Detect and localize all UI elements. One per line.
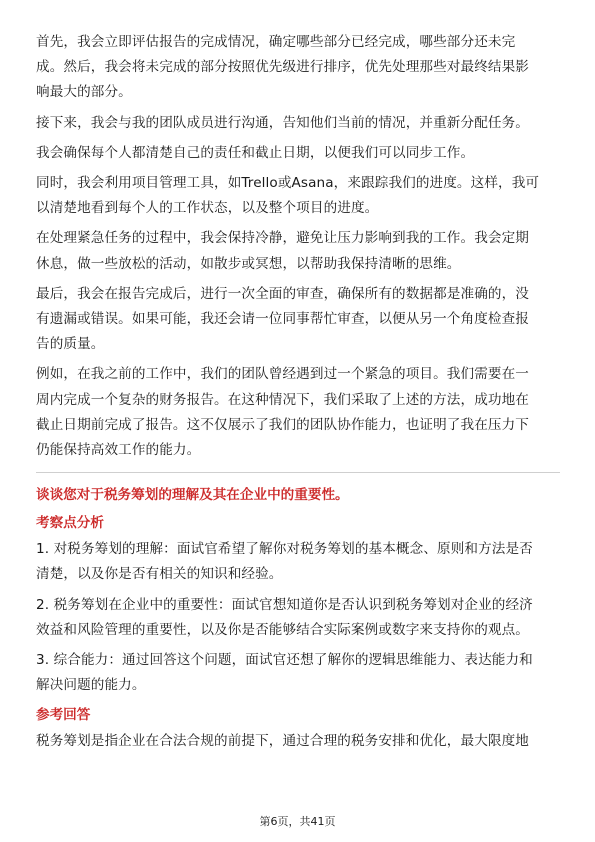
answer-heading: 参考回答 — [36, 707, 91, 724]
paragraph: 例如，在我之前的工作中，我们的团队曾经遇到过一个紧急的项目。我们需要在一 周内完成一个复杂的财务报告。在这种情况下，我们采取了上述的方法，成功地在 截止日期前完成了报告。这不仅展示了我们的团队协作能力，也证明了我在压力下 仍能保持高效工作的能力。 — [36, 366, 529, 459]
page-content — [36, 30, 560, 760]
paragraph: 首先，我会立即评估报告的完成情况，确定哪些部分已经完成，哪些部分还未完 成。然后，我会将未完成的部分按照优先级进行排序，优先处理那些对最终结果影 响最大的部分。 — [36, 34, 529, 101]
analysis-item: 1. 对税务筹划的理解：面试官希望了解你对税务筹划的基本概念、原则和方法是否 清楚，以及你是否有相关的知识和经验。 — [36, 541, 533, 583]
analysis-heading: 考察点分析 — [36, 515, 104, 532]
section-divider — [36, 472, 560, 473]
paragraph: 接下来，我会与我的团队成员进行沟通，告知他们当前的情况，并重新分配任务。 — [36, 114, 529, 131]
analysis-item: 3. 综合能力：通过回答这个问题，面试官还想了解你的逻辑思维能力、表达能力和 解决问题的能力。 — [36, 652, 533, 694]
paragraph: 在处理紧急任务的过程中，我会保持冷静，避免让压力影响到我的工作。我会定期 休息，做一些放松的活动，如散步或冥想，以帮助我保持清晰的思维。 — [36, 230, 529, 272]
page-number: 第6页，共41页 — [259, 815, 336, 828]
answer-text: 税务筹划是指企业在合法合规的前提下，通过合理的税务安排和优化，最大限度地 — [36, 733, 529, 750]
question-title: 谈谈您对于税务筹划的理解及其在企业中的重要性。 — [36, 487, 349, 504]
paragraph: 我会确保每个人都清楚自己的责任和截止日期，以便我们可以同步工作。 — [36, 144, 475, 161]
analysis-item: 2. 税务筹划在企业中的重要性：面试官想知道你是否认识到税务筹划对企业的经济 效益和风险管理的重要性，以及你是否能够结合实际案例或数字来支持你的观点。 — [36, 596, 533, 638]
paragraph: 最后，我会在报告完成后，进行一次全面的审查，确保所有的数据都是准确的，没 有遗漏或错误。如果可能，我还会请一位同事帮忙审查，以便从另一个角度检查报 告的质量。 — [36, 285, 529, 353]
paragraph: 同时，我会利用项目管理工具，如Trello或Asana，来跟踪我们的进度。这样，我可 以清楚地看到每个人的工作状态，以及整个项目的进度。 — [36, 175, 540, 217]
